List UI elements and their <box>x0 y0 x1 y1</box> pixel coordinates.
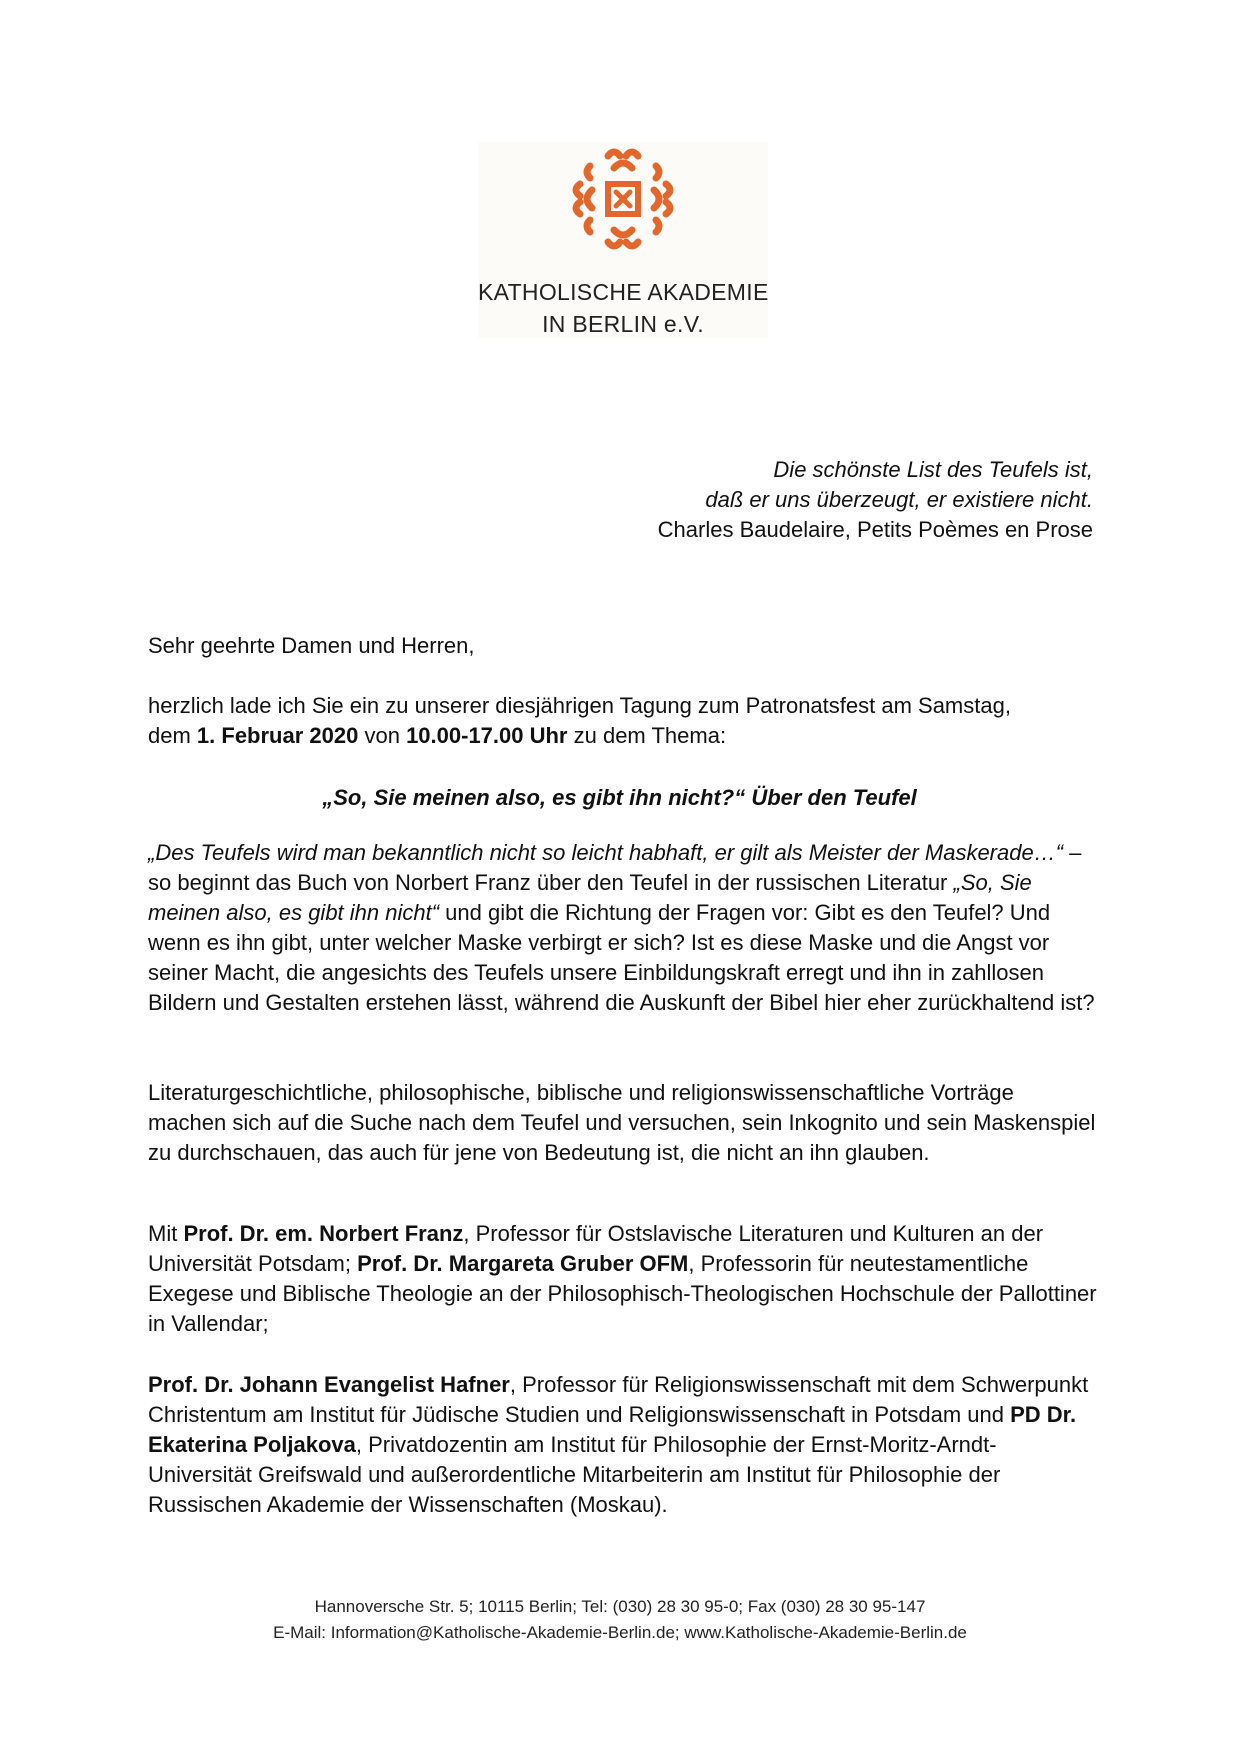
invitation-text-c: zu dem Thema: <box>567 723 727 748</box>
intro-paragraph <box>148 838 1098 1018</box>
footer-address: Hannoversche Str. 5; 10115 Berlin; Tel: (030) 28 30 95-0; Fax (030) 28 30 95-147 <box>314 1597 926 1616</box>
intro-text-b: und gibt die Richtung der Fragen vor: Gibt es den Teufel? Und wenn es ihn gibt, unter welcher Maske verbirgt er sich? Ist es diese Maske und die Angst vor seiner Macht, die angesichts des Teufels unsere Einbildungskraft erregt und ihn in zahllosen Bildern und Gestalten erstehen lässt, während die Auskunft der Bibel hier eher zurückhaltend ist? <box>148 900 1095 1015</box>
academy-logo <box>478 142 768 338</box>
academy-emblem-icon <box>568 144 678 254</box>
intro-quote: „Des Teufels wird man bekanntlich nicht so leicht habhaft, er gilt als Meister der Maskerade…“ <box>148 840 1064 865</box>
speakers-prefix: Mit <box>148 1221 184 1246</box>
motto-line1: Die schönste List des Teufels ist, <box>773 457 1093 482</box>
speaker-name-franz: Prof. Dr. em. Norbert Franz <box>183 1221 464 1246</box>
speakers-paragraph-2 <box>148 1370 1098 1520</box>
footer-contact: E-Mail: Information@Katholische-Akademie-Berlin.de; www.Katholische-Akademie-Berlin.de <box>273 1623 967 1642</box>
invitation-paragraph <box>148 691 1098 751</box>
speaker-desc-franz: , Professor für Ostslavische Literaturen und Kulturen an der Universität Potsdam; <box>148 1221 1044 1276</box>
book-title: „So, Sie meinen also, es gibt ihn nicht“ <box>148 870 1032 925</box>
invitation-text-a: dem <box>148 723 197 748</box>
invitation-text-b: von <box>358 723 407 748</box>
event-time: 10.00-17.00 Uhr <box>406 723 568 748</box>
speaker-desc-hafner: , Professor für Religionswissenschaft mit dem Schwerpunkt Christentum am Institut für Jüdische Studien und Religionswissenschaft in Potsdam und <box>148 1372 1089 1427</box>
motto-quote <box>560 455 1093 545</box>
speaker-name-hafner: Prof. Dr. Johann Evangelist Hafner <box>148 1372 510 1397</box>
event-date: 1. Februar 2020 <box>196 723 359 748</box>
speaker-name-poljakova: PD Dr. Ekaterina Poljakova <box>148 1402 1077 1457</box>
speaker-name-gruber: Prof. Dr. Margareta Gruber OFM <box>357 1251 689 1276</box>
logo-name-line1: KATHOLISCHE AKADEMIE <box>478 279 769 305</box>
event-title: „So, Sie meinen also, es gibt ihn nicht?“ Über den Teufel <box>322 785 917 810</box>
motto-line2: daß er uns überzeugt, er existiere nicht. <box>705 487 1093 512</box>
speakers-paragraph-1 <box>148 1219 1098 1339</box>
intro-text-a: – so beginnt das Buch von Norbert Franz über den Teufel in der russischen Literatur <box>148 840 1082 895</box>
logo-name-line2: IN BERLIN e.V. <box>542 311 704 337</box>
lectures-paragraph: Literaturgeschichtliche, philosophische, biblische und religionswissenschaftliche Vorträge machen sich auf die Suche nach dem Teufel und versuchen, sein Inkognito und sein Maskenspiel zu durchschauen, das auch für jene von Bedeutung ist, die nicht an ihn glauben. <box>148 1080 1096 1165</box>
greeting: Sehr geehrte Damen und Herren, <box>148 633 475 658</box>
invitation-line1: herzlich lade ich Sie ein zu unserer diesjährigen Tagung zum Patronatsfest am Samstag, <box>148 693 1011 718</box>
motto-source: Charles Baudelaire, Petits Poèmes en Prose <box>657 517 1093 542</box>
speaker-desc-poljakova: , Privatdozentin am Institut für Philosophie der Ernst-Moritz-Arndt-Universität Greifswald und außerordentliche Mitarbeiterin am Institut für Philosophie der Russischen Akademie der Wissenschaften (Moskau). <box>148 1432 1001 1517</box>
speaker-desc-gruber: , Professorin für neutestamentliche Exegese und Biblische Theologie an der Philosophisch-Theologischen Hochschule der Pallottiner in Vallendar; <box>148 1251 1097 1336</box>
invitation-line2 <box>148 721 1098 751</box>
